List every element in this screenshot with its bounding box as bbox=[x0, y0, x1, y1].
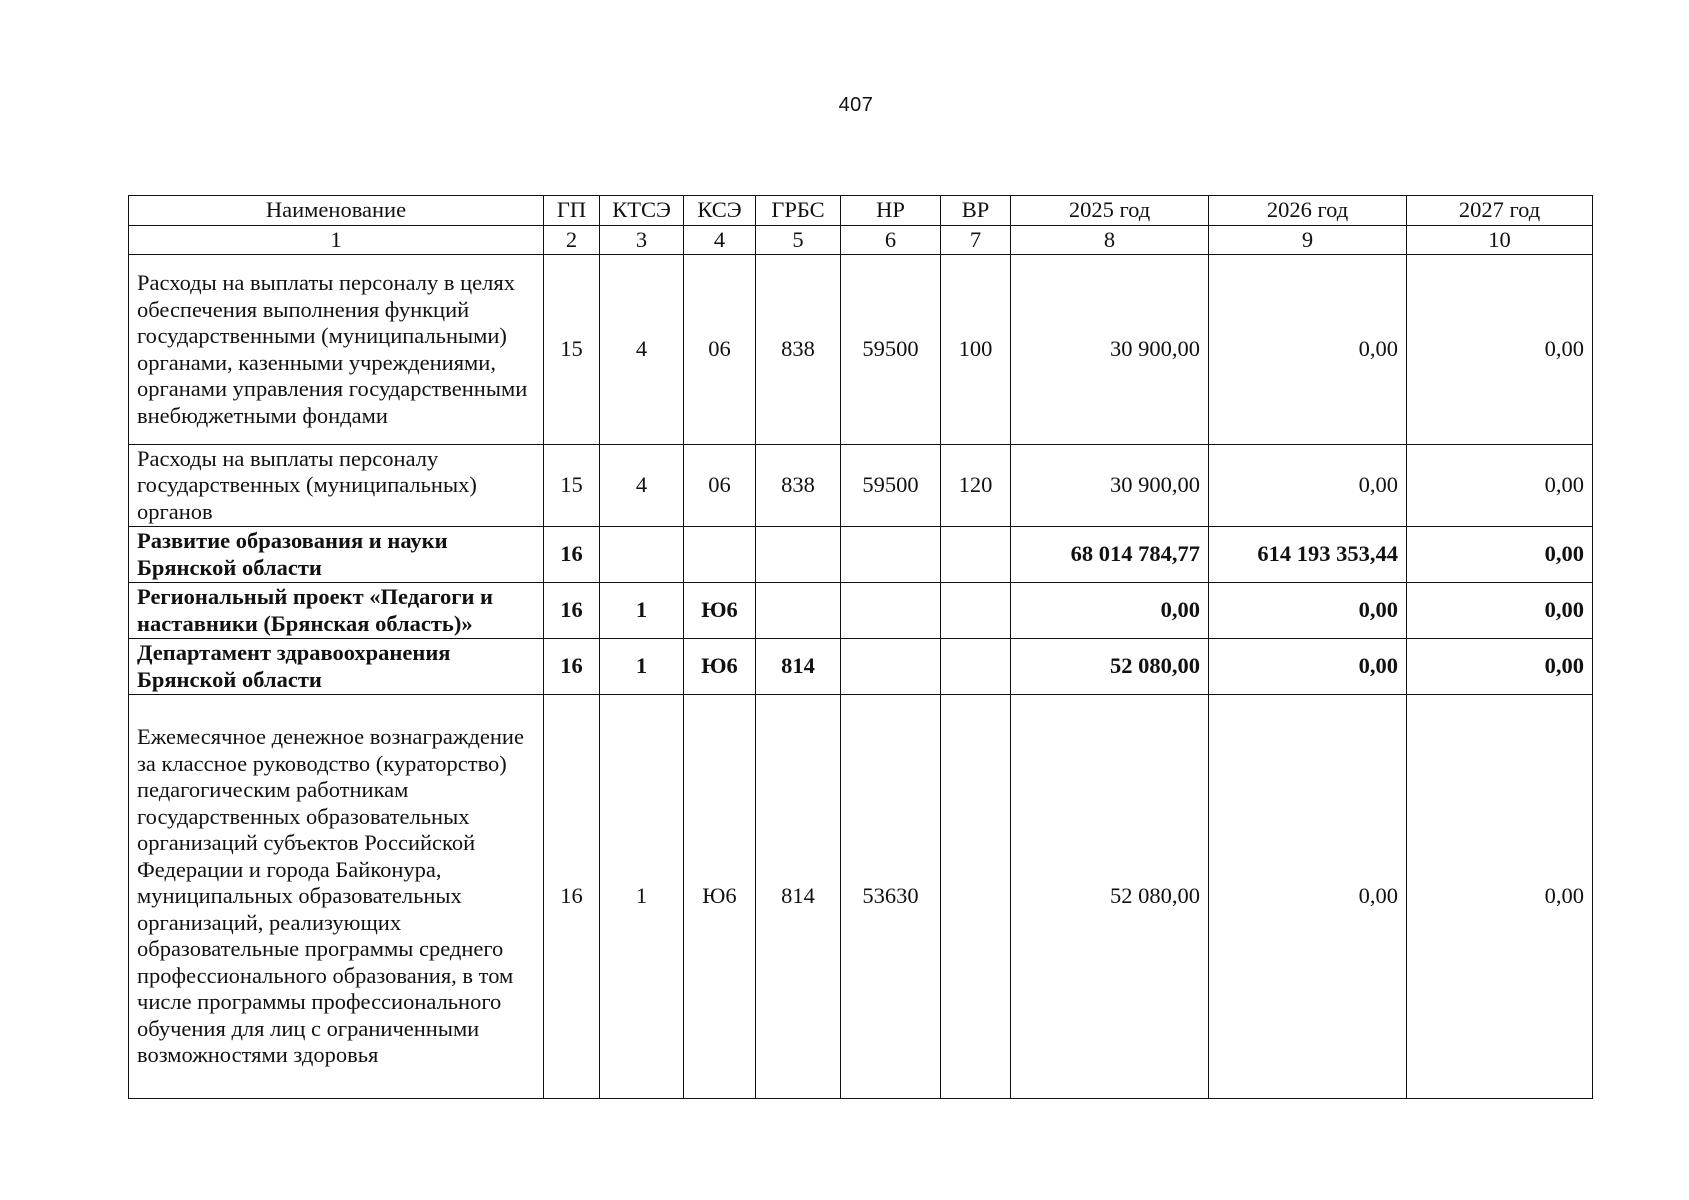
row-grbs bbox=[756, 527, 841, 583]
row-name: Расходы на выплаты персоналу государственных (муниципальных) органов bbox=[129, 445, 544, 527]
budget-table bbox=[128, 195, 1593, 1099]
row-vr: 100 bbox=[941, 255, 1011, 445]
column-number: 2 bbox=[544, 226, 600, 255]
row-2027: 0,00 bbox=[1407, 639, 1593, 695]
row-nr: 59500 bbox=[841, 255, 941, 445]
row-name: Региональный проект «Педагоги и наставники (Брянская область)» bbox=[129, 583, 544, 639]
header-row bbox=[129, 196, 1593, 226]
column-number: 3 bbox=[600, 226, 684, 255]
row-gp: 16 bbox=[544, 527, 600, 583]
row-2026: 0,00 bbox=[1209, 445, 1407, 527]
header-gp: ГП bbox=[544, 196, 600, 226]
row-gp: 16 bbox=[544, 583, 600, 639]
row-name: Расходы на выплаты персоналу в целях обеспечения выполнения функций государственными (муниципальными) органами, казенными учреждениями, органами управления государственными внебюджетными фондами bbox=[129, 255, 544, 445]
row-2025: 52 080,00 bbox=[1011, 639, 1209, 695]
row-2026: 0,00 bbox=[1209, 583, 1407, 639]
row-gp: 15 bbox=[544, 445, 600, 527]
header-name: Наименование bbox=[129, 196, 544, 226]
row-name: Департамент здравоохранения Брянской области bbox=[129, 639, 544, 695]
row-nr bbox=[841, 527, 941, 583]
row-vr bbox=[941, 695, 1011, 1099]
column-number: 4 bbox=[684, 226, 756, 255]
row-2026: 0,00 bbox=[1209, 255, 1407, 445]
row-2027: 0,00 bbox=[1407, 583, 1593, 639]
row-2027: 0,00 bbox=[1407, 445, 1593, 527]
row-grbs: 814 bbox=[756, 639, 841, 695]
column-number: 9 bbox=[1209, 226, 1407, 255]
row-2027: 0,00 bbox=[1407, 695, 1593, 1099]
row-grbs: 814 bbox=[756, 695, 841, 1099]
row-2025: 30 900,00 bbox=[1011, 445, 1209, 527]
row-2027: 0,00 bbox=[1407, 255, 1593, 445]
header-grbs: ГРБС bbox=[756, 196, 841, 226]
row-gp: 16 bbox=[544, 695, 600, 1099]
row-name: Ежемесячное денежное вознаграждение за классное руководство (кураторство) педагогическим работникам государственных образовательных организаций субъектов Российской Федерации и города Байконура, муниципальных образовательных организаций, реализующих образовательные программы среднего профессионального образования, в том числе программы профессионального обучения для лиц с ограниченными возможностями здоровья bbox=[129, 695, 544, 1099]
row-nr bbox=[841, 583, 941, 639]
column-number: 7 bbox=[941, 226, 1011, 255]
column-number: 5 bbox=[756, 226, 841, 255]
row-gp: 15 bbox=[544, 255, 600, 445]
row-kse: 06 bbox=[684, 445, 756, 527]
column-number: 6 bbox=[841, 226, 941, 255]
row-nr: 59500 bbox=[841, 445, 941, 527]
row-kse: Ю6 bbox=[684, 639, 756, 695]
page-number: 407 bbox=[838, 94, 874, 116]
table-row bbox=[129, 695, 1593, 1099]
header-2026: 2026 год bbox=[1209, 196, 1407, 226]
table-row bbox=[129, 445, 1593, 527]
row-2025: 68 014 784,77 bbox=[1011, 527, 1209, 583]
row-grbs bbox=[756, 583, 841, 639]
header-nr: НР bbox=[841, 196, 941, 226]
column-number: 1 bbox=[129, 226, 544, 255]
column-number: 8 bbox=[1011, 226, 1209, 255]
column-number: 10 bbox=[1407, 226, 1593, 255]
column-number-row bbox=[129, 226, 1593, 255]
table-row bbox=[129, 255, 1593, 445]
row-2025: 30 900,00 bbox=[1011, 255, 1209, 445]
row-ktse: 1 bbox=[600, 639, 684, 695]
header-2025: 2025 год bbox=[1011, 196, 1209, 226]
table-row bbox=[129, 639, 1593, 695]
row-vr: 120 bbox=[941, 445, 1011, 527]
row-2026: 0,00 bbox=[1209, 639, 1407, 695]
row-2026: 0,00 bbox=[1209, 695, 1407, 1099]
header-vr: ВР bbox=[941, 196, 1011, 226]
row-ktse: 4 bbox=[600, 255, 684, 445]
row-2027: 0,00 bbox=[1407, 527, 1593, 583]
row-2025: 0,00 bbox=[1011, 583, 1209, 639]
row-vr bbox=[941, 583, 1011, 639]
header-kse: КСЭ bbox=[684, 196, 756, 226]
row-grbs: 838 bbox=[756, 445, 841, 527]
row-kse bbox=[684, 527, 756, 583]
row-vr bbox=[941, 527, 1011, 583]
row-nr bbox=[841, 639, 941, 695]
row-ktse: 1 bbox=[600, 695, 684, 1099]
table-row bbox=[129, 583, 1593, 639]
row-grbs: 838 bbox=[756, 255, 841, 445]
row-kse: Ю6 bbox=[684, 695, 756, 1099]
row-vr bbox=[941, 639, 1011, 695]
row-ktse: 4 bbox=[600, 445, 684, 527]
table-row bbox=[129, 527, 1593, 583]
row-kse: 06 bbox=[684, 255, 756, 445]
header-ktse: КТСЭ bbox=[600, 196, 684, 226]
header-2027: 2027 год bbox=[1407, 196, 1593, 226]
row-2026: 614 193 353,44 bbox=[1209, 527, 1407, 583]
row-name: Развитие образования и науки Брянской области bbox=[129, 527, 544, 583]
row-gp: 16 bbox=[544, 639, 600, 695]
row-ktse bbox=[600, 527, 684, 583]
row-nr: 53630 bbox=[841, 695, 941, 1099]
row-2025: 52 080,00 bbox=[1011, 695, 1209, 1099]
row-kse: Ю6 bbox=[684, 583, 756, 639]
row-ktse: 1 bbox=[600, 583, 684, 639]
